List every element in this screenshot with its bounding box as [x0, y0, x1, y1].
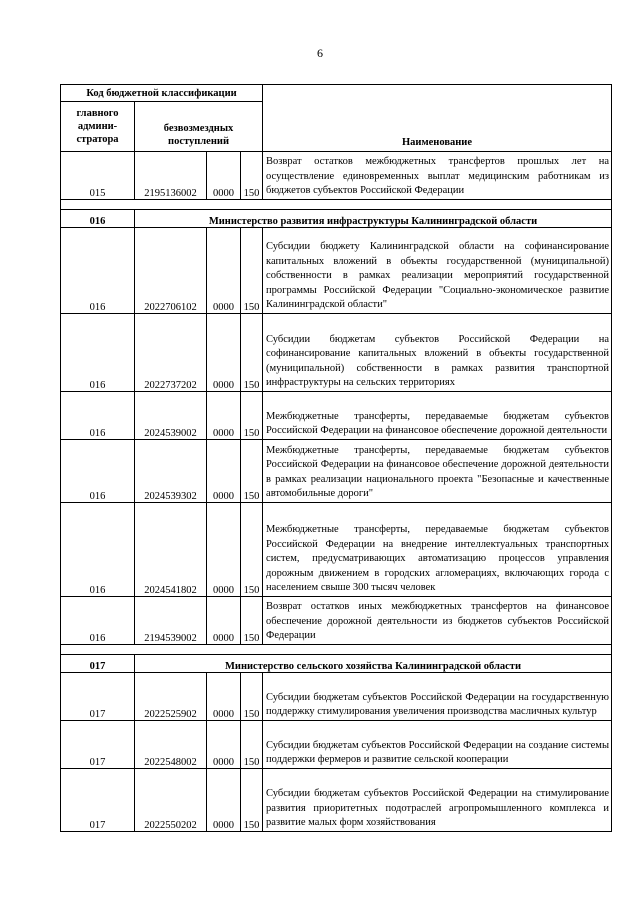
table-row — [61, 314, 612, 392]
section-title: Министерство сельского хозяйства Калининградской области — [135, 655, 612, 673]
row-name: Субсидии бюджетам субъектов Российской Федерации на государственную поддержку стимулирования увеличения производства масличных культур — [263, 673, 612, 721]
subtype-code: 0000 — [207, 228, 241, 314]
spacer-row — [61, 200, 612, 210]
admin-code: 016 — [61, 597, 135, 645]
row-name: Возврат остатков межбюджетных трансфертов прошлых лет на осуществление единовременных выплат медицинским работникам из бюджетов субъектов Российской Федерации — [263, 152, 612, 200]
subtype-code: 0000 — [207, 392, 241, 440]
header-receipts: безвозмездных поступлений — [135, 102, 263, 152]
subtype-code: 0000 — [207, 673, 241, 721]
admin-code: 016 — [61, 314, 135, 392]
economic-code: 150 — [241, 440, 263, 503]
economic-code: 150 — [241, 228, 263, 314]
table-row — [61, 503, 612, 597]
subtype-code: 0000 — [207, 440, 241, 503]
header-row-1 — [61, 85, 612, 102]
subtype-code: 0000 — [207, 503, 241, 597]
page-number: 6 — [317, 46, 323, 60]
economic-code: 150 — [241, 597, 263, 645]
revenue-code: 2022737202 — [135, 314, 207, 392]
revenue-code: 2022548002 — [135, 721, 207, 769]
table-row — [61, 392, 612, 440]
admin-code: 017 — [61, 673, 135, 721]
row-name: Субсидии бюджетам субъектов Российской Федерации на софинансирование капитальных вложений в объекты государственной (муниципальной) собственности в рамках развития транспортной инфраструктуры на сельских территориях — [263, 314, 612, 392]
row-name: Межбюджетные трансферты, передаваемые бюджетам субъектов Российской Федерации на финансовое обеспечение дорожной деятельности — [263, 392, 612, 440]
revenue-code: 2022550202 — [135, 769, 207, 832]
section-code: 016 — [61, 210, 135, 228]
table-row — [61, 228, 612, 314]
economic-code: 150 — [241, 503, 263, 597]
subtype-code: 0000 — [207, 314, 241, 392]
row-name: Межбюджетные трансферты, передаваемые бюджетам субъектов Российской Федерации на финансовое обеспечение дорожной деятельности в рамках реализации национального проекта "Безопасные и качественные автомобильные дороги" — [263, 440, 612, 503]
admin-code: 016 — [61, 228, 135, 314]
section-row — [61, 655, 612, 673]
table-row — [61, 721, 612, 769]
economic-code: 150 — [241, 721, 263, 769]
admin-code: 017 — [61, 721, 135, 769]
economic-code: 150 — [241, 392, 263, 440]
revenue-code: 2024539002 — [135, 392, 207, 440]
admin-code: 015 — [61, 152, 135, 200]
admin-code: 017 — [61, 769, 135, 832]
economic-code: 150 — [241, 769, 263, 832]
row-name: Субсидии бюджету Калининградской области на софинансирование капитальных вложений в объекты государственной (муниципальной) собственности в рамках реализации мероприятий государственной программы Российской Федерации "Социально-экономическое развитие Калининградской области" — [263, 228, 612, 314]
row-name: Субсидии бюджетам субъектов Российской Федерации на стимулирование развития приоритетных подотраслей агропромышленного комплекса и развитие малых форм хозяйствования — [263, 769, 612, 832]
table-row — [61, 152, 612, 200]
subtype-code: 0000 — [207, 152, 241, 200]
table-row — [61, 597, 612, 645]
revenue-code: 2022525902 — [135, 673, 207, 721]
admin-code: 016 — [61, 440, 135, 503]
budget-classification-table — [60, 84, 612, 832]
admin-code: 016 — [61, 392, 135, 440]
economic-code: 150 — [241, 673, 263, 721]
revenue-code: 2024541802 — [135, 503, 207, 597]
spacer-row — [61, 645, 612, 655]
section-code: 017 — [61, 655, 135, 673]
subtype-code: 0000 — [207, 721, 241, 769]
row-name: Межбюджетные трансферты, передаваемые бюджетам субъектов Российской Федерации на внедрение интеллектуальных транспортных систем, предусматривающих автоматизацию процессов управления дорожным движением в городских агломерациях, включающих города с населением свыше 300 тысяч человек — [263, 503, 612, 597]
section-title: Министерство развития инфраструктуры Калининградской области — [135, 210, 612, 228]
table-row — [61, 440, 612, 503]
header-admin: главного админи-стратора — [61, 102, 135, 152]
economic-code: 150 — [241, 314, 263, 392]
revenue-code: 2194539002 — [135, 597, 207, 645]
table-row — [61, 673, 612, 721]
subtype-code: 0000 — [207, 597, 241, 645]
revenue-code: 2195136002 — [135, 152, 207, 200]
admin-code: 016 — [61, 503, 135, 597]
row-name: Возврат остатков иных межбюджетных трансфертов на финансовое обеспечение дорожной деятельности из бюджетов субъектов Российской Федерации — [263, 597, 612, 645]
economic-code: 150 — [241, 152, 263, 200]
header-name: Наименование — [263, 85, 612, 152]
row-name: Субсидии бюджетам субъектов Российской Федерации на создание системы поддержки фермеров и развитие сельской кооперации — [263, 721, 612, 769]
section-row — [61, 210, 612, 228]
header-group: Код бюджетной классификации — [61, 85, 263, 102]
subtype-code: 0000 — [207, 769, 241, 832]
revenue-code: 2024539302 — [135, 440, 207, 503]
revenue-code: 2022706102 — [135, 228, 207, 314]
table-row — [61, 769, 612, 832]
